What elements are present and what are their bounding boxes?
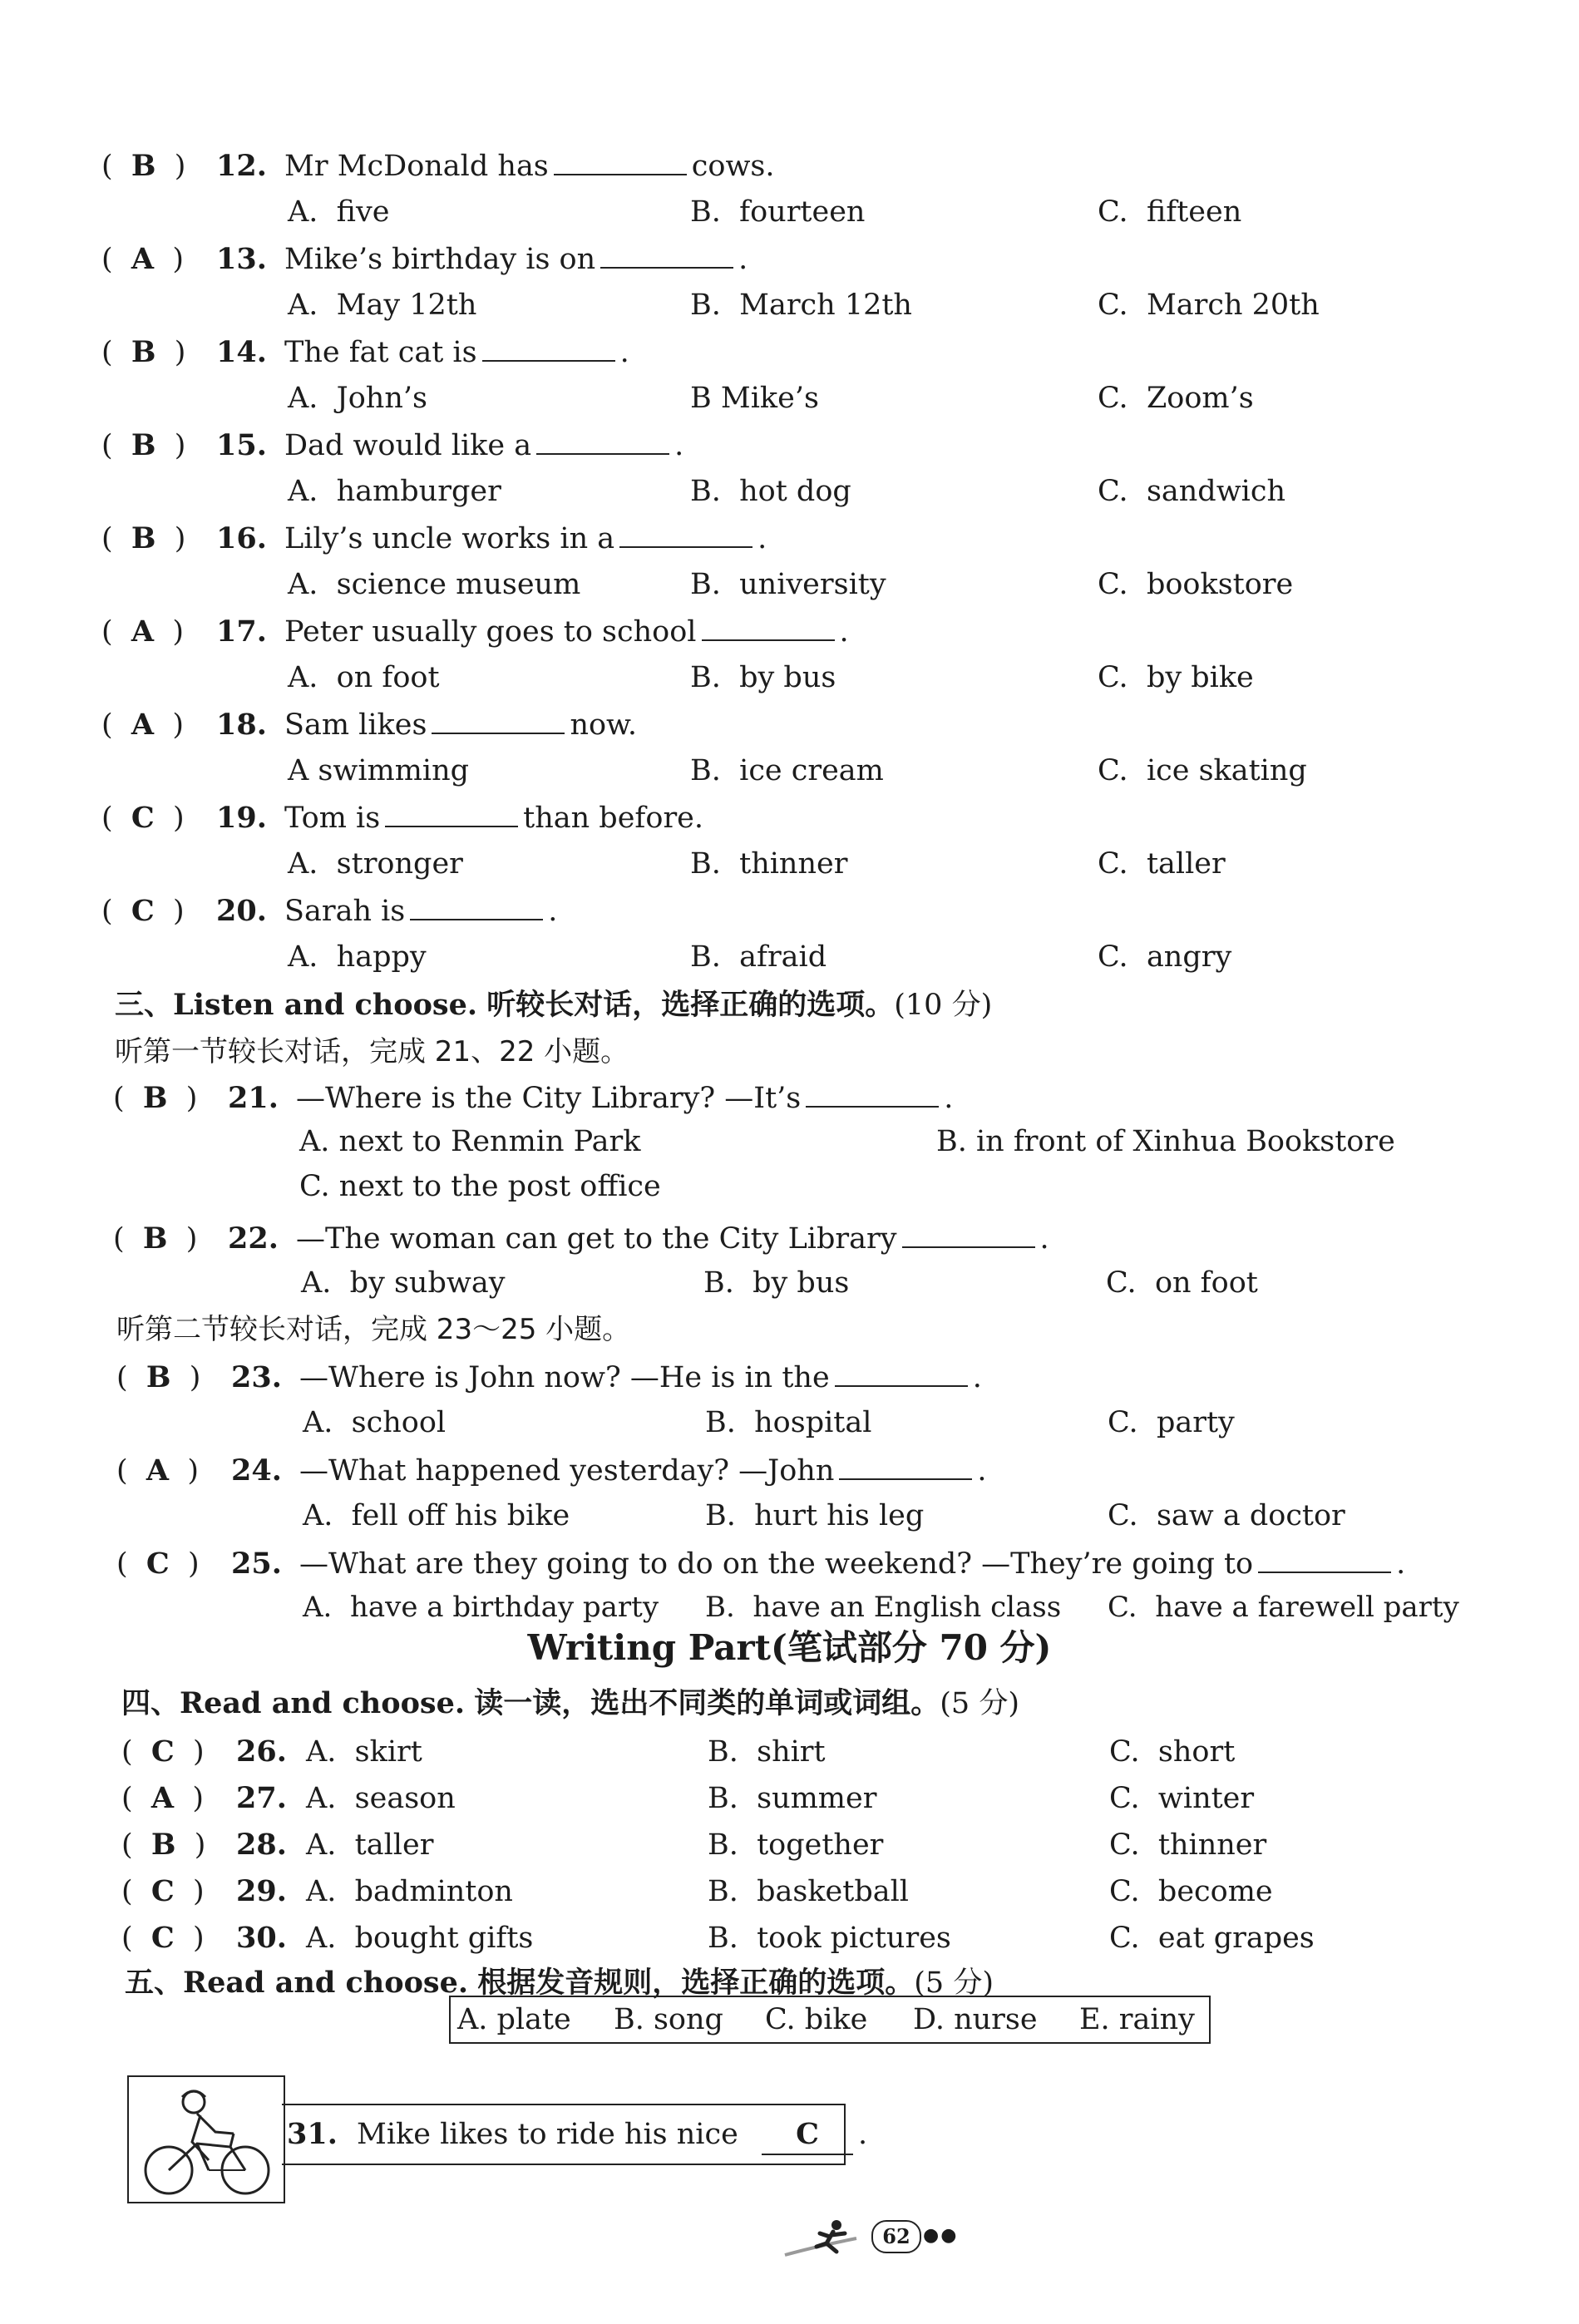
option-b: B. hurt his leg bbox=[705, 1499, 925, 1532]
option-a: A. next to Renmin Park bbox=[299, 1125, 641, 1158]
option-c: C. thinner bbox=[1109, 1828, 1267, 1862]
answer-blank bbox=[806, 1078, 939, 1108]
question-number: 27. bbox=[236, 1781, 287, 1815]
question-stem: Tom is than before. bbox=[284, 796, 703, 841]
options-15 bbox=[0, 469, 1579, 514]
answer-blank bbox=[410, 891, 543, 920]
question-number: 17. bbox=[216, 614, 267, 649]
option-c: C. next to the post office bbox=[299, 1170, 661, 1203]
question-number: 29. bbox=[236, 1874, 287, 1908]
question-23: ( B ) 23. —Where is John now? —He is in the . bbox=[116, 1355, 1280, 1400]
option-b: B. hospital bbox=[705, 1406, 872, 1439]
option-a: A. on foot bbox=[288, 661, 440, 694]
option-b: B. ice cream bbox=[690, 754, 884, 787]
option-c: C. become bbox=[1109, 1875, 1273, 1908]
option-a: A. stronger bbox=[288, 847, 463, 881]
option-a: A. hamburger bbox=[288, 475, 501, 508]
question-12 bbox=[101, 144, 1266, 189]
option-a: A swimming bbox=[288, 754, 470, 787]
question-number: 30. bbox=[236, 1921, 287, 1955]
running-figure-icon bbox=[782, 2213, 871, 2263]
question-stem: —What are they going to do on the weekend? —They’re going to . bbox=[299, 1542, 1405, 1586]
question-number: 22. bbox=[228, 1221, 279, 1256]
question-number: 24. bbox=[231, 1453, 282, 1488]
option-a: A. season bbox=[306, 1782, 456, 1815]
section-3-part2: 听第二节较长对话，完成 23～25 小题。 bbox=[116, 1313, 631, 1346]
answer-blank bbox=[902, 1218, 1035, 1248]
option-b: B. by bus bbox=[703, 1266, 850, 1300]
option-a: A. by subway bbox=[301, 1266, 506, 1300]
cyclist-icon bbox=[129, 2077, 284, 2202]
answer-blank bbox=[482, 332, 615, 362]
answer-blank bbox=[600, 239, 733, 269]
options-21 bbox=[0, 1119, 1579, 1164]
word-option-a: A. plate bbox=[457, 2003, 571, 2036]
answer-letter: B bbox=[142, 1081, 168, 1115]
section-3-heading: 三、Listen and choose. 听较长对话，选择正确的选项。(10 分) bbox=[115, 988, 993, 1022]
question-16: ( B ) 16. Lily’s uncle works in a . bbox=[101, 516, 1266, 561]
option-a: A. May 12th bbox=[288, 289, 477, 322]
option-a: A. bought gifts bbox=[306, 1922, 534, 1955]
question-18: ( A ) 18. Sam likes now. bbox=[101, 703, 1266, 748]
answer-letter: A bbox=[146, 1453, 170, 1488]
question-number: 13. bbox=[216, 242, 267, 276]
option-b: B. have an English class bbox=[705, 1591, 1062, 1624]
options-21-c bbox=[0, 1164, 1579, 1209]
question-number: 14. bbox=[216, 335, 267, 369]
option-b: B. by bus bbox=[690, 661, 836, 694]
question-21: ( B ) 21. —Where is the City Library? —It’s . bbox=[113, 1076, 1277, 1121]
option-c: C. sandwich bbox=[1098, 475, 1286, 508]
question-stem: The fat cat is . bbox=[284, 330, 629, 375]
question-22: ( B ) 22. —The woman can get to the City Library . bbox=[113, 1216, 1277, 1261]
option-a: A. five bbox=[288, 195, 390, 229]
answer-letter: A bbox=[131, 614, 155, 649]
question-20: ( C ) 20. Sarah is . bbox=[101, 889, 1266, 934]
question-stem: —What happened yesterday? —John . bbox=[299, 1448, 987, 1493]
answer-letter: B bbox=[131, 335, 156, 369]
word-option-b: B. song bbox=[614, 2003, 723, 2036]
option-c: C. saw a doctor bbox=[1108, 1499, 1345, 1532]
option-c: C. Zoom’s bbox=[1098, 382, 1254, 415]
option-c: C. fifteen bbox=[1098, 195, 1242, 229]
question-number: 25. bbox=[231, 1547, 282, 1581]
option-c: C. short bbox=[1109, 1735, 1236, 1769]
question-26: ( C ) 26. A. skirt B. shirt C. short bbox=[121, 1729, 1535, 1774]
question-stem: Peter usually goes to school . bbox=[284, 609, 849, 654]
question-19: ( C ) 19. Tom is than before. bbox=[101, 796, 1266, 841]
answer-letter: C bbox=[150, 1734, 175, 1769]
question-number: 21. bbox=[228, 1081, 279, 1115]
answer-paren: ( B ) bbox=[101, 149, 186, 183]
question-number: 12. bbox=[216, 149, 267, 183]
answer-blank bbox=[536, 425, 669, 455]
question-15: ( B ) 15. Dad would like a . bbox=[101, 423, 1266, 468]
answer-letter: B bbox=[131, 428, 156, 462]
option-c: C. winter bbox=[1109, 1782, 1255, 1815]
question-stem: Mike likes to ride his nice C . bbox=[357, 2105, 867, 2164]
answer-letter: C bbox=[131, 801, 155, 835]
options-23 bbox=[0, 1400, 1579, 1445]
option-c: C. bookstore bbox=[1098, 568, 1294, 601]
options-13 bbox=[0, 283, 1579, 328]
answer-letter: C bbox=[146, 1547, 170, 1581]
answer-letter: B bbox=[146, 1360, 171, 1394]
question-number: 20. bbox=[216, 894, 267, 928]
option-b: B. basketball bbox=[708, 1875, 909, 1908]
option-b: B. March 12th bbox=[690, 289, 912, 322]
word-option-e: E. rainy bbox=[1079, 2003, 1195, 2036]
question-stem: Mike’s birthday is on . bbox=[284, 237, 748, 282]
question-14: ( B ) 14. The fat cat is . bbox=[101, 330, 1266, 375]
question-24: ( A ) 24. —What happened yesterday? —John . bbox=[116, 1448, 1280, 1493]
question-31 bbox=[282, 2104, 868, 2165]
answer-letter: A bbox=[131, 708, 155, 742]
answer-letter: B bbox=[131, 521, 156, 555]
option-c: C. on foot bbox=[1106, 1266, 1258, 1300]
answer-letter: B bbox=[142, 1221, 168, 1256]
option-c: C. angry bbox=[1098, 940, 1232, 974]
options-16 bbox=[0, 562, 1579, 607]
answer-letter: B bbox=[150, 1828, 176, 1862]
question-number: 31. bbox=[287, 2117, 338, 2151]
option-b: B. shirt bbox=[708, 1735, 826, 1769]
question-stem: —Where is the City Library? —It’s . bbox=[296, 1076, 953, 1121]
answer-letter: B bbox=[131, 149, 156, 183]
option-a: A. skirt bbox=[306, 1735, 422, 1769]
answer-blank bbox=[839, 1450, 972, 1480]
question-number: 26. bbox=[236, 1734, 287, 1769]
answer-blank bbox=[432, 704, 565, 734]
answer-letter: A bbox=[150, 1781, 175, 1815]
option-a: A. John’s bbox=[288, 382, 427, 415]
option-c: C. ice skating bbox=[1098, 754, 1307, 787]
answer-letter: C bbox=[150, 1921, 175, 1955]
section-3-part1: 听第一节较长对话，完成 21、22 小题。 bbox=[115, 1035, 629, 1068]
option-b: B. together bbox=[708, 1828, 884, 1862]
question-stem: Sarah is . bbox=[284, 889, 557, 934]
question-30: ( C ) 30. A. bought gifts B. took pictures C. eat grapes bbox=[121, 1916, 1535, 1961]
question-number: 19. bbox=[216, 801, 267, 835]
question-number: 15. bbox=[216, 428, 267, 462]
question-stem: Sam likes now. bbox=[284, 703, 637, 748]
option-c: C. party bbox=[1108, 1406, 1235, 1439]
option-c: C. eat grapes bbox=[1109, 1922, 1315, 1955]
word-option-c: C. bike bbox=[765, 2003, 868, 2036]
answer-blank bbox=[619, 518, 752, 548]
option-a: A. science museum bbox=[288, 568, 581, 601]
option-a: A. school bbox=[303, 1406, 447, 1439]
option-b: B. in front of Xinhua Bookstore bbox=[936, 1125, 1395, 1158]
option-c: C. March 20th bbox=[1098, 289, 1320, 322]
option-a: A. happy bbox=[288, 940, 427, 974]
question-stem: Mr McDonald has cows. bbox=[284, 144, 775, 189]
option-c: C. have a farewell party bbox=[1108, 1591, 1459, 1624]
writing-part-title: Writing Part(笔试部分 70 分) bbox=[527, 1627, 1052, 1668]
option-b: B. fourteen bbox=[690, 195, 866, 229]
word-bank-box bbox=[449, 1996, 1211, 2044]
option-a: A. badminton bbox=[306, 1875, 513, 1908]
question-number: 23. bbox=[231, 1360, 282, 1394]
question-27: ( A ) 27. A. season B. summer C. winter bbox=[121, 1776, 1535, 1821]
bike-rider-picture bbox=[127, 2075, 285, 2203]
page-footer bbox=[782, 2213, 981, 2263]
question-13: ( A ) 13. Mike’s birthday is on . bbox=[101, 237, 1266, 282]
question-stem: —The woman can get to the City Library . bbox=[296, 1216, 1049, 1261]
option-b: B. took pictures bbox=[708, 1922, 951, 1955]
option-b: B. afraid bbox=[690, 940, 827, 974]
question-29: ( C ) 29. A. badminton B. basketball C. become bbox=[121, 1869, 1535, 1914]
question-number: 28. bbox=[236, 1828, 287, 1862]
option-b: B Mike’s bbox=[690, 382, 819, 415]
options-20 bbox=[0, 935, 1579, 979]
question-number: 16. bbox=[216, 521, 267, 555]
option-a: A. fell off his bike bbox=[303, 1499, 570, 1532]
options-18 bbox=[0, 748, 1579, 793]
question-stem: Dad would like a . bbox=[284, 423, 683, 468]
question-stem: Lily’s uncle works in a . bbox=[284, 516, 767, 561]
option-a: A. have a birthday party bbox=[303, 1591, 659, 1624]
answer-letter: C bbox=[131, 894, 155, 928]
options-17 bbox=[0, 655, 1579, 700]
options-22 bbox=[0, 1261, 1579, 1305]
option-b: B. hot dog bbox=[690, 475, 851, 508]
answer-letter: A bbox=[131, 242, 155, 276]
question-17: ( A ) 17. Peter usually goes to school . bbox=[101, 609, 1266, 654]
section-4-heading: 四、Read and choose. 读一读，选出不同类的单词或词组。(5 分) bbox=[121, 1686, 1019, 1720]
section-5-heading: 五、Read and choose. 根据发音规则，选择正确的选项。(5 分) bbox=[125, 1966, 994, 2000]
options-24 bbox=[0, 1493, 1579, 1538]
answer-blank bbox=[702, 611, 835, 641]
question-25: ( C ) 25. —What are they going to do on the weekend? —They’re going to . bbox=[116, 1542, 1447, 1586]
question-stem: —Where is John now? —He is in the . bbox=[299, 1355, 982, 1400]
option-a: A. taller bbox=[306, 1828, 434, 1862]
answer-letter: C bbox=[150, 1874, 175, 1908]
word-option-d: D. nurse bbox=[913, 2003, 1038, 2036]
options-19 bbox=[0, 841, 1579, 886]
answer-blank bbox=[385, 797, 518, 827]
options-14 bbox=[0, 376, 1579, 421]
option-b: B. summer bbox=[708, 1782, 877, 1815]
option-b: B. thinner bbox=[690, 847, 848, 881]
answer-blank: C bbox=[762, 2115, 853, 2155]
question-number: 18. bbox=[216, 708, 267, 742]
option-c: C. by bike bbox=[1098, 661, 1254, 694]
answer-blank bbox=[1258, 1543, 1391, 1573]
answer-blank bbox=[835, 1357, 968, 1387]
page-number: 62 bbox=[871, 2220, 921, 2253]
option-c: C. taller bbox=[1098, 847, 1226, 881]
option-b: B. university bbox=[690, 568, 886, 601]
question-28: ( B ) 28. A. taller B. together C. thinner bbox=[121, 1823, 1535, 1868]
options-12 bbox=[0, 190, 1579, 234]
dots-decoration: ●● bbox=[923, 2225, 959, 2246]
answer-blank bbox=[554, 146, 687, 175]
